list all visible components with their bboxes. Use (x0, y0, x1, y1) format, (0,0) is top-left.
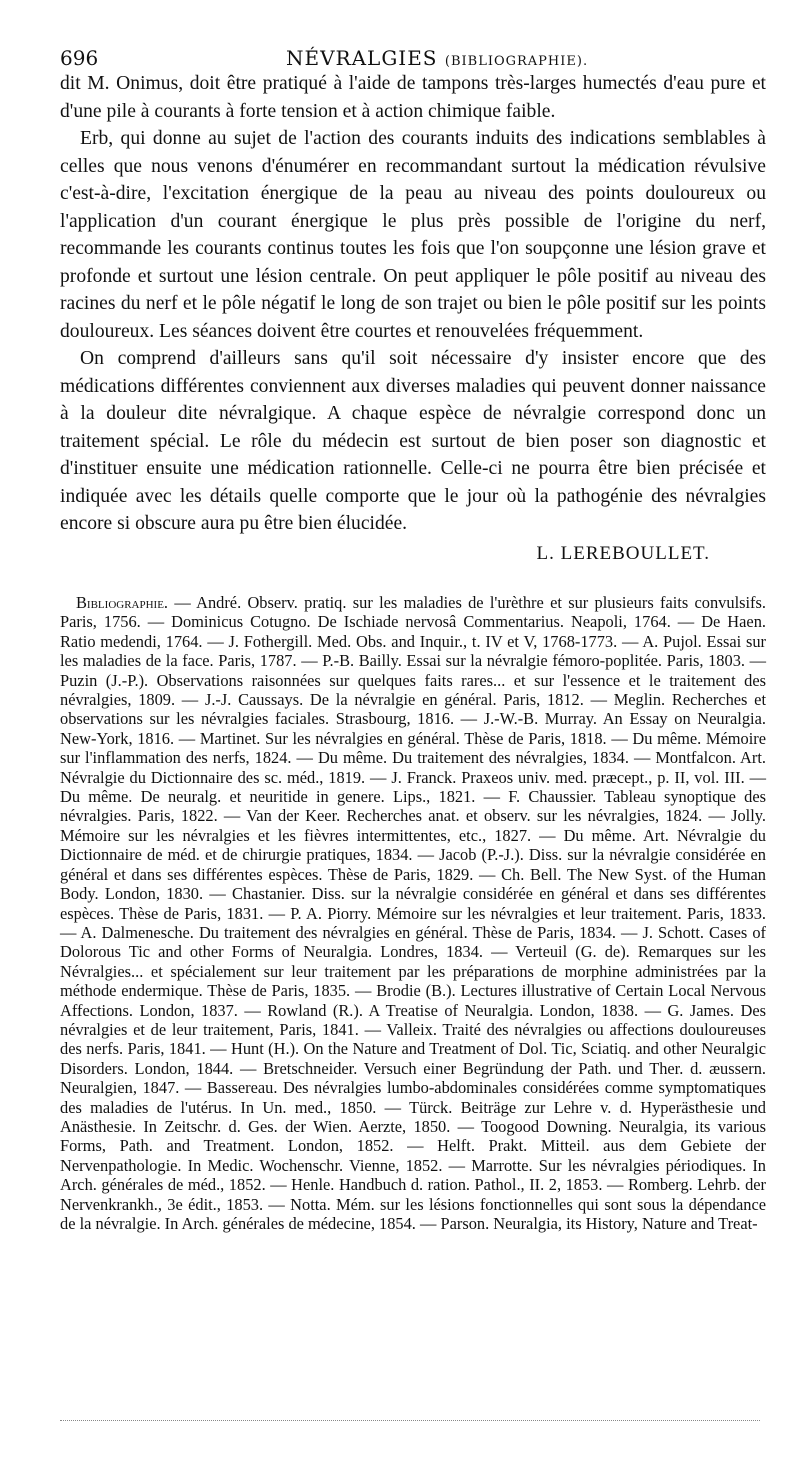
bibliography-text: — André. Observ. pratiq. sur les maladies de l'urèthre et sur plusieurs faits convulsifs. Paris, 1756. — Dominicus Cotugno. De Ischiade nervosâ Commentarius. Neapoli, 1764. — De Haen. Ratio medendi, 1764. — J. Fothergill. Med. Obs. and Inquir., t. IV et V, 1768-1773. — A. Pujol. Essai sur les maladies de la face. Paris, 1787. — P.-B. Bailly. Essai sur la névralgie fémoro-poplitée. Paris, 1803. — Puzin (J.-P.). Observations raisonnées sur quelques faits rares... et sur l'essence et le traitement des névralgies, 1809. — J.-J. Caussays. De la névralgie en général. Paris, 1812. — Meglin. Recherches et observations sur les névralgies faciales. Strasbourg, 1816. — J.-W.-B. Murray. An Essay on Neuralgia. New-York, 1816. — Martinet. Sur les névralgies en général. Thèse de Paris, 1818. — Du même. Mémoire sur l'inflammation des nerfs, 1824. — Du même. Du traitement des névralgies, 1834. — Montfalcon. Art. Névralgie du Dictionnaire des sc. méd., 1819. — J. Franck. Praxeos univ. med. præcept., p. II, vol. III. — Du même. De neuralg. et neuritide in genere. Lips., 1821. — F. Chaussier. Tableau synoptique des névralgies. Paris, 1822. — Van der Keer. Recherches anat. et observ. sur les névralgies, 1824. — Jolly. Mémoire sur les névralgies et les fièvres intermittentes, etc., 1827. — Du même. Art. Névralgie du Dictionnaire de méd. et de chirurgie pratiques, 1834. — Jacob (P.-J.). Diss. sur la névralgie considérée en général et dans ses différentes espèces. Thèse de Paris, 1829. — Ch. Bell. The New Syst. of the Human Body. London, 1830. — Chastanier. Diss. sur la névralgie considérée en général et dans ses différentes espèces. Thèse de Paris, 1831. — P. A. Piorry. Mémoire sur les névralgies et leur traitement. Paris, 1833. — A. Dalmenesche. Du traitement des névralgies en général. Thèse de Paris, 1834. — J. Schott. Cases of Dolorous Tic and other Forms of Neuralgia. Londres, 1834. — Verteuil (G. de). Remarques sur les Névralgies... et spécialement sur leur traitement par les préparations de morphine administrées par la méthode endermique. Thèse de Paris, 1835. — Brodie (B.). Lectures illustrative of Certain Local Nervous Affections. London, 1837. — Rowland (R.). A Treatise of Neuralgia. London, 1838. — G. James. Des névralgies et de leur traitement, Paris, 1841. — Valleix. Traité des névralgies ou affections douloureuses des nerfs. Paris, 1841. — Hunt (H.). On the Nature and Treatment of Dol. Tic, Sciatiq. and other Neuralgic Disorders. London, 1844. — Bretschneider. Versuch einer Begründung der Path. und Ther. d. æussern. Neuralgien, 1847. — Bassereau. Des névralgies lumbo-abdominales considérées comme symptomatiques des maladies de l'utérus. In Un. med., 1850. — Türck. Beiträge zur Lehre v. d. Hyperästhesie und Anästhesie. In Zeitschr. d. Ges. der Wien. Aerzte, 1850. — Toogood Downing. Neuralgia, its various Forms, Path. and Treatment. London, 1852. — Helft. Prakt. Mitteil. aus dem Gebiete der Nervenpathologie. In Medic. Wochenschr. Vienne, 1852. — Marrotte. Sur les névralgies périodiques. In Arch. générales de méd., 1852. — Henle. Handbuch d. ration. Pathol., II. 2, 1853. — Romberg. Lehrb. der Nervenkrankh., 3e édit., 1853. — Notta. Mém. sur les lésions fonctionnelles qui sont sous la dépendance de la névralgie. In Arch. générales de médecine, 1854. — Parson. Neuralgia, its History, Nature and Treat- (60, 593, 766, 1233)
paragraph-1: dit M. Onimus, doit être pratiqué à l'aide de tampons très-larges humectés d'eau pure et d'une pile à courants à forte tension et à action chimique faible. (60, 73, 766, 122)
title-sub: (BIBLIOGRAPHIE). (444, 54, 589, 69)
paragraph-3: On comprend d'ailleurs sans qu'il soit nécessaire d'y insister encore que des médications différentes conviennent aux diverses maladies qui peuvent donner naissance à la douleur dite névralgique. A chaque espèce de névralgie correspond donc un traitement spécial. Le rôle du médecin est surtout de bien poser son diagnostic et d'instituer ensuite une médication rationnelle. Celle-ci ne pourra être bien précisée et indiquée avec les détails quelle comporte que le jour où la pathogénie des névralgies encore si obscure aura pu être bien élucidée. (60, 348, 766, 534)
author-signature: L. LEREBOULLET. (536, 542, 710, 564)
bibliography (60, 593, 766, 1233)
page-number: 696 (60, 46, 99, 70)
main-text (60, 70, 766, 567)
running-header (60, 38, 766, 70)
page (60, 38, 766, 1233)
page-title (286, 46, 588, 70)
bibliography-heading: Bibliographie. (76, 593, 169, 612)
title-main: NÉVRALGIES (286, 46, 438, 70)
footer-rule (60, 1420, 760, 1421)
paragraph-2: Erb, qui donne au sujet de l'action des courants induits des indications semblables à celles que nous venons d'énumérer en recommandant surtout la médication révulsive c'est-à-dire, l'excitation énergique de la peau au niveau des points douloureux ou l'application d'un courant énergique le plus près possible de l'origine du nerf, recommande les courants continus toutes les fois que l'on soupçonne une lésion grave et profonde et surtout une lésion centrale. On peut appliquer le pôle positif au niveau des racines du nerf et le pôle négatif le long de son trajet ou bien le pôle positif sur les points douloureux. Les séances doivent être courtes et renouvelées fréquemment. (60, 128, 766, 342)
